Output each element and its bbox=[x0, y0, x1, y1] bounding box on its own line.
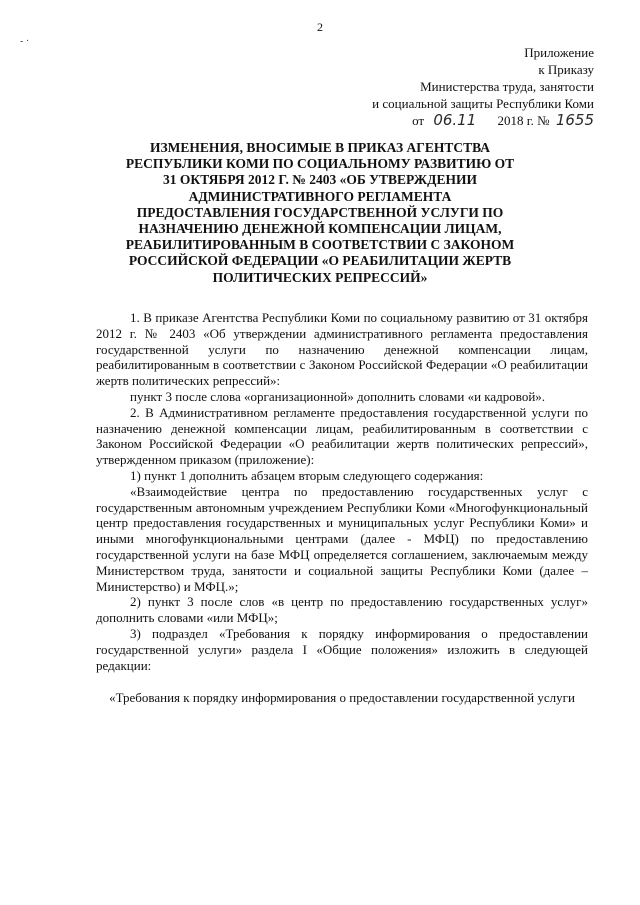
handwritten-number: 1655 bbox=[555, 111, 594, 129]
title-line: АДМИНИСТРАТИВНОГО РЕГЛАМЕНТА bbox=[188, 188, 452, 204]
margin-mark: - · bbox=[20, 36, 30, 47]
appendix-header bbox=[372, 44, 594, 129]
spacer bbox=[96, 673, 588, 690]
title-line: 31 ОКТЯБРЯ 2012 Г. № 2403 «ОБ УТВЕРЖДЕНИИ bbox=[163, 172, 477, 188]
title-line: ПОЛИТИЧЕСКИХ РЕПРЕССИЙ» bbox=[212, 269, 428, 285]
section-heading: «Требования к порядку информирования о предоставлении государственной услуги bbox=[109, 690, 575, 706]
paragraph-4: 1) пункт 1 дополнить абзацем вторым следующего содержания: bbox=[130, 467, 484, 483]
document-title bbox=[100, 140, 540, 286]
handwritten-date: 06.11 bbox=[433, 111, 477, 129]
appendix-line-3: Министерства труда, занятости bbox=[420, 79, 594, 94]
paragraph-2: пункт 3 после слова «организационной» дополнить словами «и кадровой». bbox=[130, 388, 546, 404]
year-text: 2018 г. № bbox=[497, 113, 550, 128]
title-line: РОССИЙСКОЙ ФЕДЕРАЦИИ «О РЕАБИЛИТАЦИИ ЖЕРТВ bbox=[128, 253, 512, 269]
paragraph-5: «Взаимодействие центра по предоставлению государственных услуг с государственным автономным учреждением Республики Коми «Многофункциональный центр предоставления государственных и муниципальных услуг Республики Коми» и иными многофункциональными центрами (далее - МФЦ) по предоставлению государственной услуги на базе МФЦ определяется соглашением, заключаемым между Министерством труда, занятости и социальной защиты Республики Коми (далее – Министерство) и МФЦ.»; bbox=[96, 483, 588, 594]
date-prefix: от bbox=[412, 113, 425, 128]
document-body bbox=[96, 310, 588, 706]
paragraph-7: 3) подраздел «Требования к порядку информирования о предоставлении государственной услуги» раздела I «Общие положения» изложить в следующей редакции: bbox=[96, 625, 588, 673]
paragraph-6: 2) пункт 3 после слов «в центр по предоставлению государственных услуг» дополнить словами «или МФЦ»; bbox=[96, 594, 588, 626]
appendix-line-4: и социальной защиты Республики Коми bbox=[372, 96, 594, 111]
title-line: РЕАБИЛИТИРОВАННЫМ В СООТВЕТСТВИИ С ЗАКОНОМ bbox=[125, 237, 515, 253]
title-line: ИЗМЕНЕНИЯ, ВНОСИМЫЕ В ПРИКАЗ АГЕНТСТВА bbox=[149, 140, 490, 155]
appendix-line-1: Приложение bbox=[524, 45, 594, 60]
page-number: 2 bbox=[317, 20, 323, 34]
title-line: НАЗНАЧЕНИЮ ДЕНЕЖНОЙ КОМПЕНСАЦИИ ЛИЦАМ, bbox=[138, 221, 502, 237]
appendix-line-2: к Приказу bbox=[538, 62, 594, 77]
appendix-date-line bbox=[372, 112, 594, 129]
title-line: ПРЕДОСТАВЛЕНИЯ ГОСУДАРСТВЕННОЙ УСЛУГИ ПО bbox=[136, 204, 504, 220]
paragraph-3: 2. В Административном регламенте предоставления государственной услуги по назначению денежной компенсации лицам, реабилитированным в соответствии с Законом Российской Федерации «О реабилитации жертв политических репрессий», утвержденном приказом (приложение): bbox=[96, 404, 588, 468]
paragraph-1: 1. В приказе Агентства Республики Коми по социальному развитию от 31 октября 2012 г. № 2403 «Об утверждении административного регламента предоставления государственной услуги по назначению денежной компенсации лицам, реабилитированным в соответствии с Законом Российской Федерации «О реабилитации жертв политических репрессий»: bbox=[96, 310, 588, 389]
title-line: РЕСПУБЛИКИ КОМИ ПО СОЦИАЛЬНОМУ РАЗВИТИЮ ОТ bbox=[125, 156, 515, 172]
